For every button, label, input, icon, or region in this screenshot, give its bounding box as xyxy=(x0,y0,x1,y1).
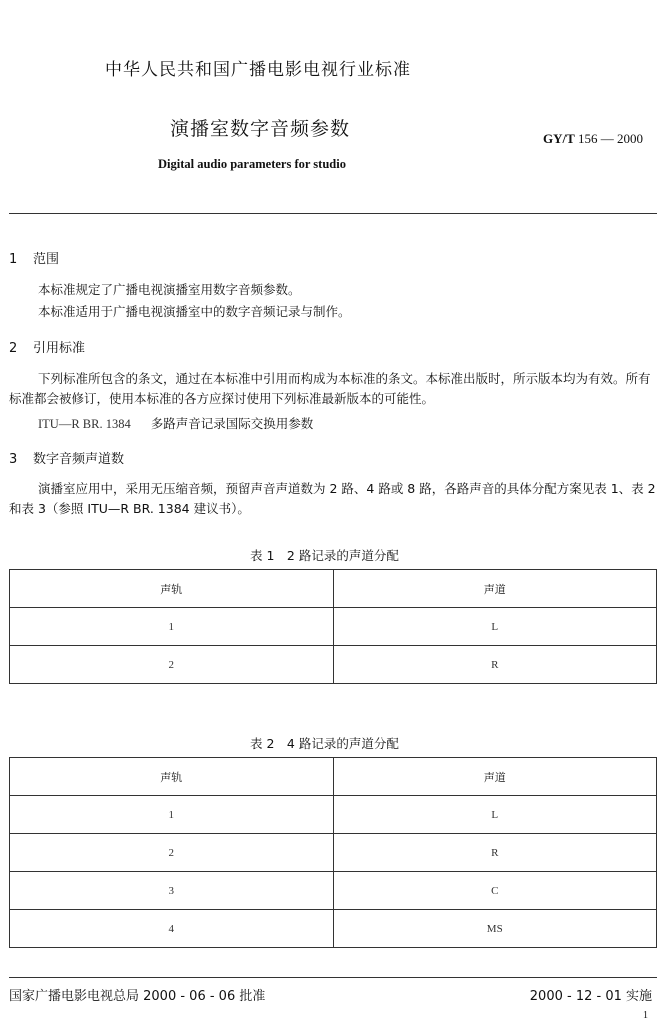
table-row xyxy=(10,608,657,646)
channel-cell: R xyxy=(333,646,657,684)
section-3-paragraph: 演播室应用中，采用无压缩音频，预留声音声道数为 2 路、4 路或 8 路，各路声音的具体分配方案见表 1、表 2 和表 3（参照 ITU—R BR. 1384 建议书）。 xyxy=(9,481,656,516)
section-number: 3 xyxy=(9,452,18,467)
channel-cell: MS xyxy=(333,910,657,948)
standard-code xyxy=(543,131,643,147)
channel-cell: L xyxy=(333,608,657,646)
table-row xyxy=(10,646,657,684)
implementation-date: 2000 - 12 - 01 实施 xyxy=(529,989,652,1004)
track-cell: 1 xyxy=(10,608,334,646)
section-number: 2 xyxy=(9,341,18,356)
track-cell: 1 xyxy=(10,796,334,834)
reference-entry xyxy=(38,414,313,432)
document-title: 演播室数字音频参数 xyxy=(170,118,351,140)
table-2-caption: 表 2 4 路记录的声道分配 xyxy=(250,736,399,751)
channel-cell: L xyxy=(333,796,657,834)
track-cell: 3 xyxy=(10,872,334,910)
table-header-row xyxy=(10,570,657,608)
track-cell: 2 xyxy=(10,834,334,872)
table-row xyxy=(10,796,657,834)
track-cell: 4 xyxy=(10,910,334,948)
track-cell: 2 xyxy=(10,646,334,684)
column-header-track: 声轨 xyxy=(10,570,334,608)
section-title: 范围 xyxy=(33,252,60,267)
header-divider xyxy=(9,213,657,214)
approval-line: 国家广播电影电视总局 2000 - 06 - 06 批准 xyxy=(9,989,266,1004)
table-1 xyxy=(9,569,657,684)
section-2-paragraph: 下列标准所包含的条文，通过在本标准中引用而构成为本标准的条文。本标准出版时，所示版本均为有效。所有标准都会被修订，使用本标准的各方应探讨使用下列标准最新版本的可能性。 xyxy=(9,371,651,406)
footer-divider xyxy=(9,977,657,978)
section-3-heading xyxy=(9,448,124,467)
table-1-caption: 表 1 2 路记录的声道分配 xyxy=(250,548,399,563)
section-number: 1 xyxy=(9,252,18,267)
reference-title: 多路声音记录国际交换用参数 xyxy=(150,416,314,431)
english-title: Digital audio parameters for studio xyxy=(158,157,346,171)
section-1-paragraph-1: 本标准规定了广播电视演播室用数字音频参数。 xyxy=(38,282,301,297)
table-row xyxy=(10,834,657,872)
page-number: 1 xyxy=(643,1010,648,1021)
channel-cell: R xyxy=(333,834,657,872)
table-row xyxy=(10,872,657,910)
table-row xyxy=(10,910,657,948)
column-header-channel: 声道 xyxy=(333,570,657,608)
table-2 xyxy=(9,757,657,948)
section-2-heading xyxy=(9,337,85,356)
column-header-channel: 声道 xyxy=(333,758,657,796)
section-1-paragraph-2: 本标准适用于广播电视演播室中的数字音频记录与制作。 xyxy=(38,304,351,319)
section-title: 数字音频声道数 xyxy=(33,452,125,467)
standard-code-prefix: GY/T xyxy=(542,131,575,146)
reference-code: ITU—R BR. 1384 xyxy=(38,417,131,431)
industry-standard-heading: 中华人民共和国广播电影电视行业标准 xyxy=(105,60,411,80)
section-1-heading xyxy=(9,248,59,267)
column-header-track: 声轨 xyxy=(10,758,334,796)
section-title: 引用标准 xyxy=(33,341,86,356)
standard-code-number: 156 — 2000 xyxy=(578,131,643,146)
table-header-row xyxy=(10,758,657,796)
channel-cell: C xyxy=(333,872,657,910)
